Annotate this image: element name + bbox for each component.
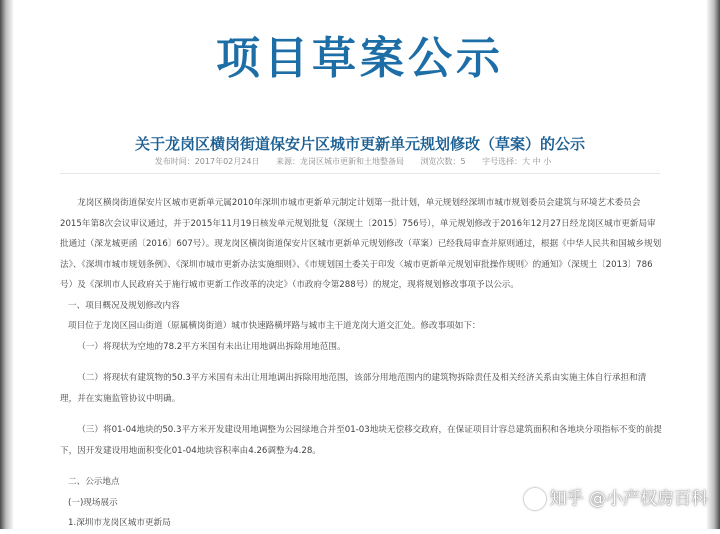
spacer — [60, 409, 662, 420]
source: 来源：龙岗区城市更新和土地整备局 — [275, 157, 404, 166]
item-3: （三）将01-04地块的50.3平方米开发建设用地调整为公园绿地合并至01-03地块无偿移交政府，在保证项目计容总建筑面积和各地块分项指标不变的前提下，因开发建设用地面积变化01-04地块容积率由4.26调整为4.28。 — [60, 425, 662, 456]
watermark-text: 知乎 @小产权房百科 — [549, 489, 708, 509]
subsection-heading: (一)现场展示 — [68, 497, 118, 508]
article-meta — [60, 156, 660, 174]
section-heading-2: 二、公示地点 — [68, 477, 120, 487]
location-item: 1.深圳市龙岗区城市更新局 — [68, 518, 171, 528]
item-1: （一）将现状为空地的78.2平方米国有未出让用地调出拆除用地范围。 — [77, 341, 346, 352]
article-title: 关于龙岗区横岗街道保安片区城市更新单元规划修改（草案）的公示 — [134, 135, 585, 153]
watermark — [524, 484, 708, 510]
section-heading-1: 一、项目概况及规划修改内容 — [68, 300, 180, 311]
item-2: （二）将现状有建筑物的50.3平方米国有未出让用地调出拆除用地范围，该部分用地范围内的建筑物拆除责任及相关经济关系由实施主体自行承担和清理，并在实施监管协议中明确。 — [60, 373, 647, 404]
banner-title: 项目草案公示 — [216, 33, 504, 84]
intro-paragraph: 龙岗区横岗街道保安片区城市更新单元属2010年深圳市城市更新单元制定计划第一批计划，单元规划经深圳市城市规划委员会建筑与环境艺术委员会2015年第8次会议审议通过，并于2015年11月19日核发单元规划批复（深规土〔2015〕756号），单元规划修改于2016年12月27日经龙岗区城市更新局审批通过（深龙城更函〔2016〕607号）。现龙岗区横岗街道保安片区城市更新单元规划修改（草案）已经我局审查并原则通过，根据《中华人民共和国城乡规划法》、《深圳市城市规划条例》、《深圳市城市更新办法实施细则》、《市规划国土委关于印发〈城市更新单元规划审批操作规则〉的通知》（深规土〔2013〕786号）及《深圳市人民政府关于施行城市更新工作改革的决定》（市政府令第288号）的规定，现将规划修改事项予以公示。 — [60, 198, 662, 290]
spacer — [60, 357, 662, 368]
article-body — [60, 193, 662, 534]
view-count: 浏览次数：5 — [420, 157, 466, 166]
font-size-selector[interactable]: 字号选择：大 中 小 — [482, 157, 552, 166]
publish-date: 发布时间：2017年02月24日 — [154, 157, 260, 166]
spacer — [60, 461, 662, 472]
zhihu-logo-icon — [524, 488, 546, 510]
paragraph-location: 项目位于龙岗区园山街道（原属横岗街道）城市快速路横坪路与城市主干道龙岗大道交汇处。修改事项如下： — [68, 321, 481, 331]
